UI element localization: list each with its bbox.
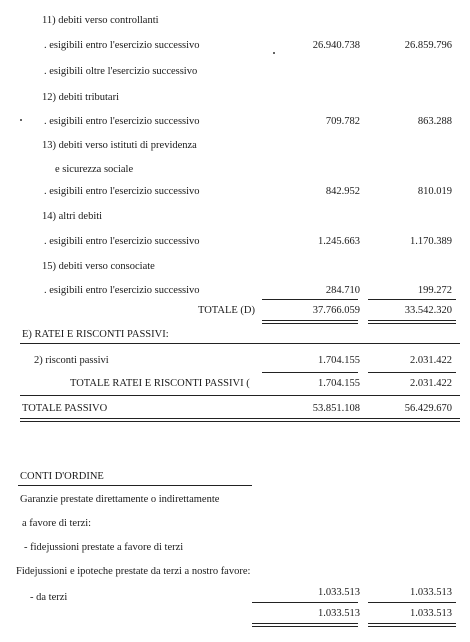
risconti-passivi-label: 2) risconti passivi [34,355,109,366]
tributari-entro-value-prior: 863.288 [417,116,452,127]
conti-subtotal-rule-prior [368,602,456,603]
altri-entro-value-prior: 1.170.389 [410,236,452,247]
previdenza-entro-value-prior: 810.019 [417,186,452,197]
scan-speck [273,52,275,54]
fidejussioni-prestate-label: - fidejussioni prestate a favore di terzi [24,542,184,553]
conti-total-double-rule-current [252,623,358,627]
consociate-entro-value-prior: 199.272 [417,285,452,296]
a-favore-terzi-label: a favore di terzi: [22,518,92,529]
totale-d-value-current: 37.766.059 [312,305,360,316]
totale-ratei-value-prior: 2.031.422 [410,378,452,389]
ratei-subtotal-rule-prior [368,372,456,373]
risconti-passivi-value-current: 1.704.155 [318,355,360,366]
controllanti-entro-value-prior: 26.859.796 [404,40,452,51]
totale-d-double-rule-prior [368,320,456,324]
garanzie-label: Garanzie prestate direttamente o indirettamente [20,494,220,505]
debiti-tributari-label: 12) debiti tributari [42,92,119,103]
subtotal-rule-current [262,299,358,300]
totale-passivo-double-rule [20,418,460,422]
ratei-header-rule [20,343,460,344]
da-terzi-value-current: 1.033.513 [318,587,360,598]
conti-ordine-header: CONTI D'ORDINE [20,471,104,482]
totale-ratei-value-current: 1.704.155 [318,378,360,389]
da-terzi-value-prior: 1.033.513 [410,587,452,598]
totale-d-double-rule-current [262,320,358,324]
debiti-previdenza-label-line2: e sicurezza sociale [55,164,134,175]
totale-passivo-label: TOTALE PASSIVO [22,403,108,414]
totale-passivo-value-current: 53.851.108 [312,403,360,414]
tributari-entro-label: . esigibili entro l'esercizio successivo [44,116,200,127]
totale-ratei-label: TOTALE RATEI E RISCONTI PASSIVI ( [70,378,250,389]
totale-d-label: TOTALE (D) [198,305,255,316]
ratei-risconti-header: E) RATEI E RISCONTI PASSIVI: [22,329,169,340]
debiti-consociate-label: 15) debiti verso consociate [42,261,155,272]
conti-total-value-prior: 1.033.513 [410,608,452,619]
conti-total-double-rule-prior [368,623,456,627]
conti-ordine-header-rule [18,485,252,486]
debiti-controllanti-label: 11) debiti verso controllanti [42,15,159,26]
altri-entro-value-current: 1.245.663 [318,236,360,247]
controllanti-entro-label: . esigibili entro l'esercizio successivo [44,40,200,51]
tributari-entro-value-current: 709.782 [325,116,360,127]
scan-speck [20,119,22,121]
debiti-previdenza-label: 13) debiti verso istituti di previdenza [42,140,197,151]
altri-debiti-label: 14) altri debiti [42,211,103,222]
previdenza-entro-label: . esigibili entro l'esercizio successivo [44,186,200,197]
subtotal-rule-prior [368,299,456,300]
totale-ratei-rule [20,395,460,396]
controllanti-entro-value-current: 26.940.738 [312,40,360,51]
previdenza-entro-value-current: 842.952 [325,186,360,197]
conti-subtotal-rule-current [252,602,358,603]
conti-total-value-current: 1.033.513 [318,608,360,619]
ratei-subtotal-rule-current [262,372,358,373]
totale-d-value-prior: 33.542.320 [404,305,452,316]
da-terzi-label: - da terzi [30,592,68,603]
controllanti-oltre-label: . esigibili oltre l'esercizio successivo [44,66,198,77]
consociate-entro-value-current: 284.710 [325,285,360,296]
consociate-entro-label: . esigibili entro l'esercizio successivo [44,285,200,296]
fidejussioni-ipoteche-label: Fidejussioni e ipoteche prestate da terzi a nostro favore: [16,566,251,577]
altri-entro-label: . esigibili entro l'esercizio successivo [44,236,200,247]
risconti-passivi-value-prior: 2.031.422 [410,355,452,366]
totale-passivo-value-prior: 56.429.670 [404,403,452,414]
